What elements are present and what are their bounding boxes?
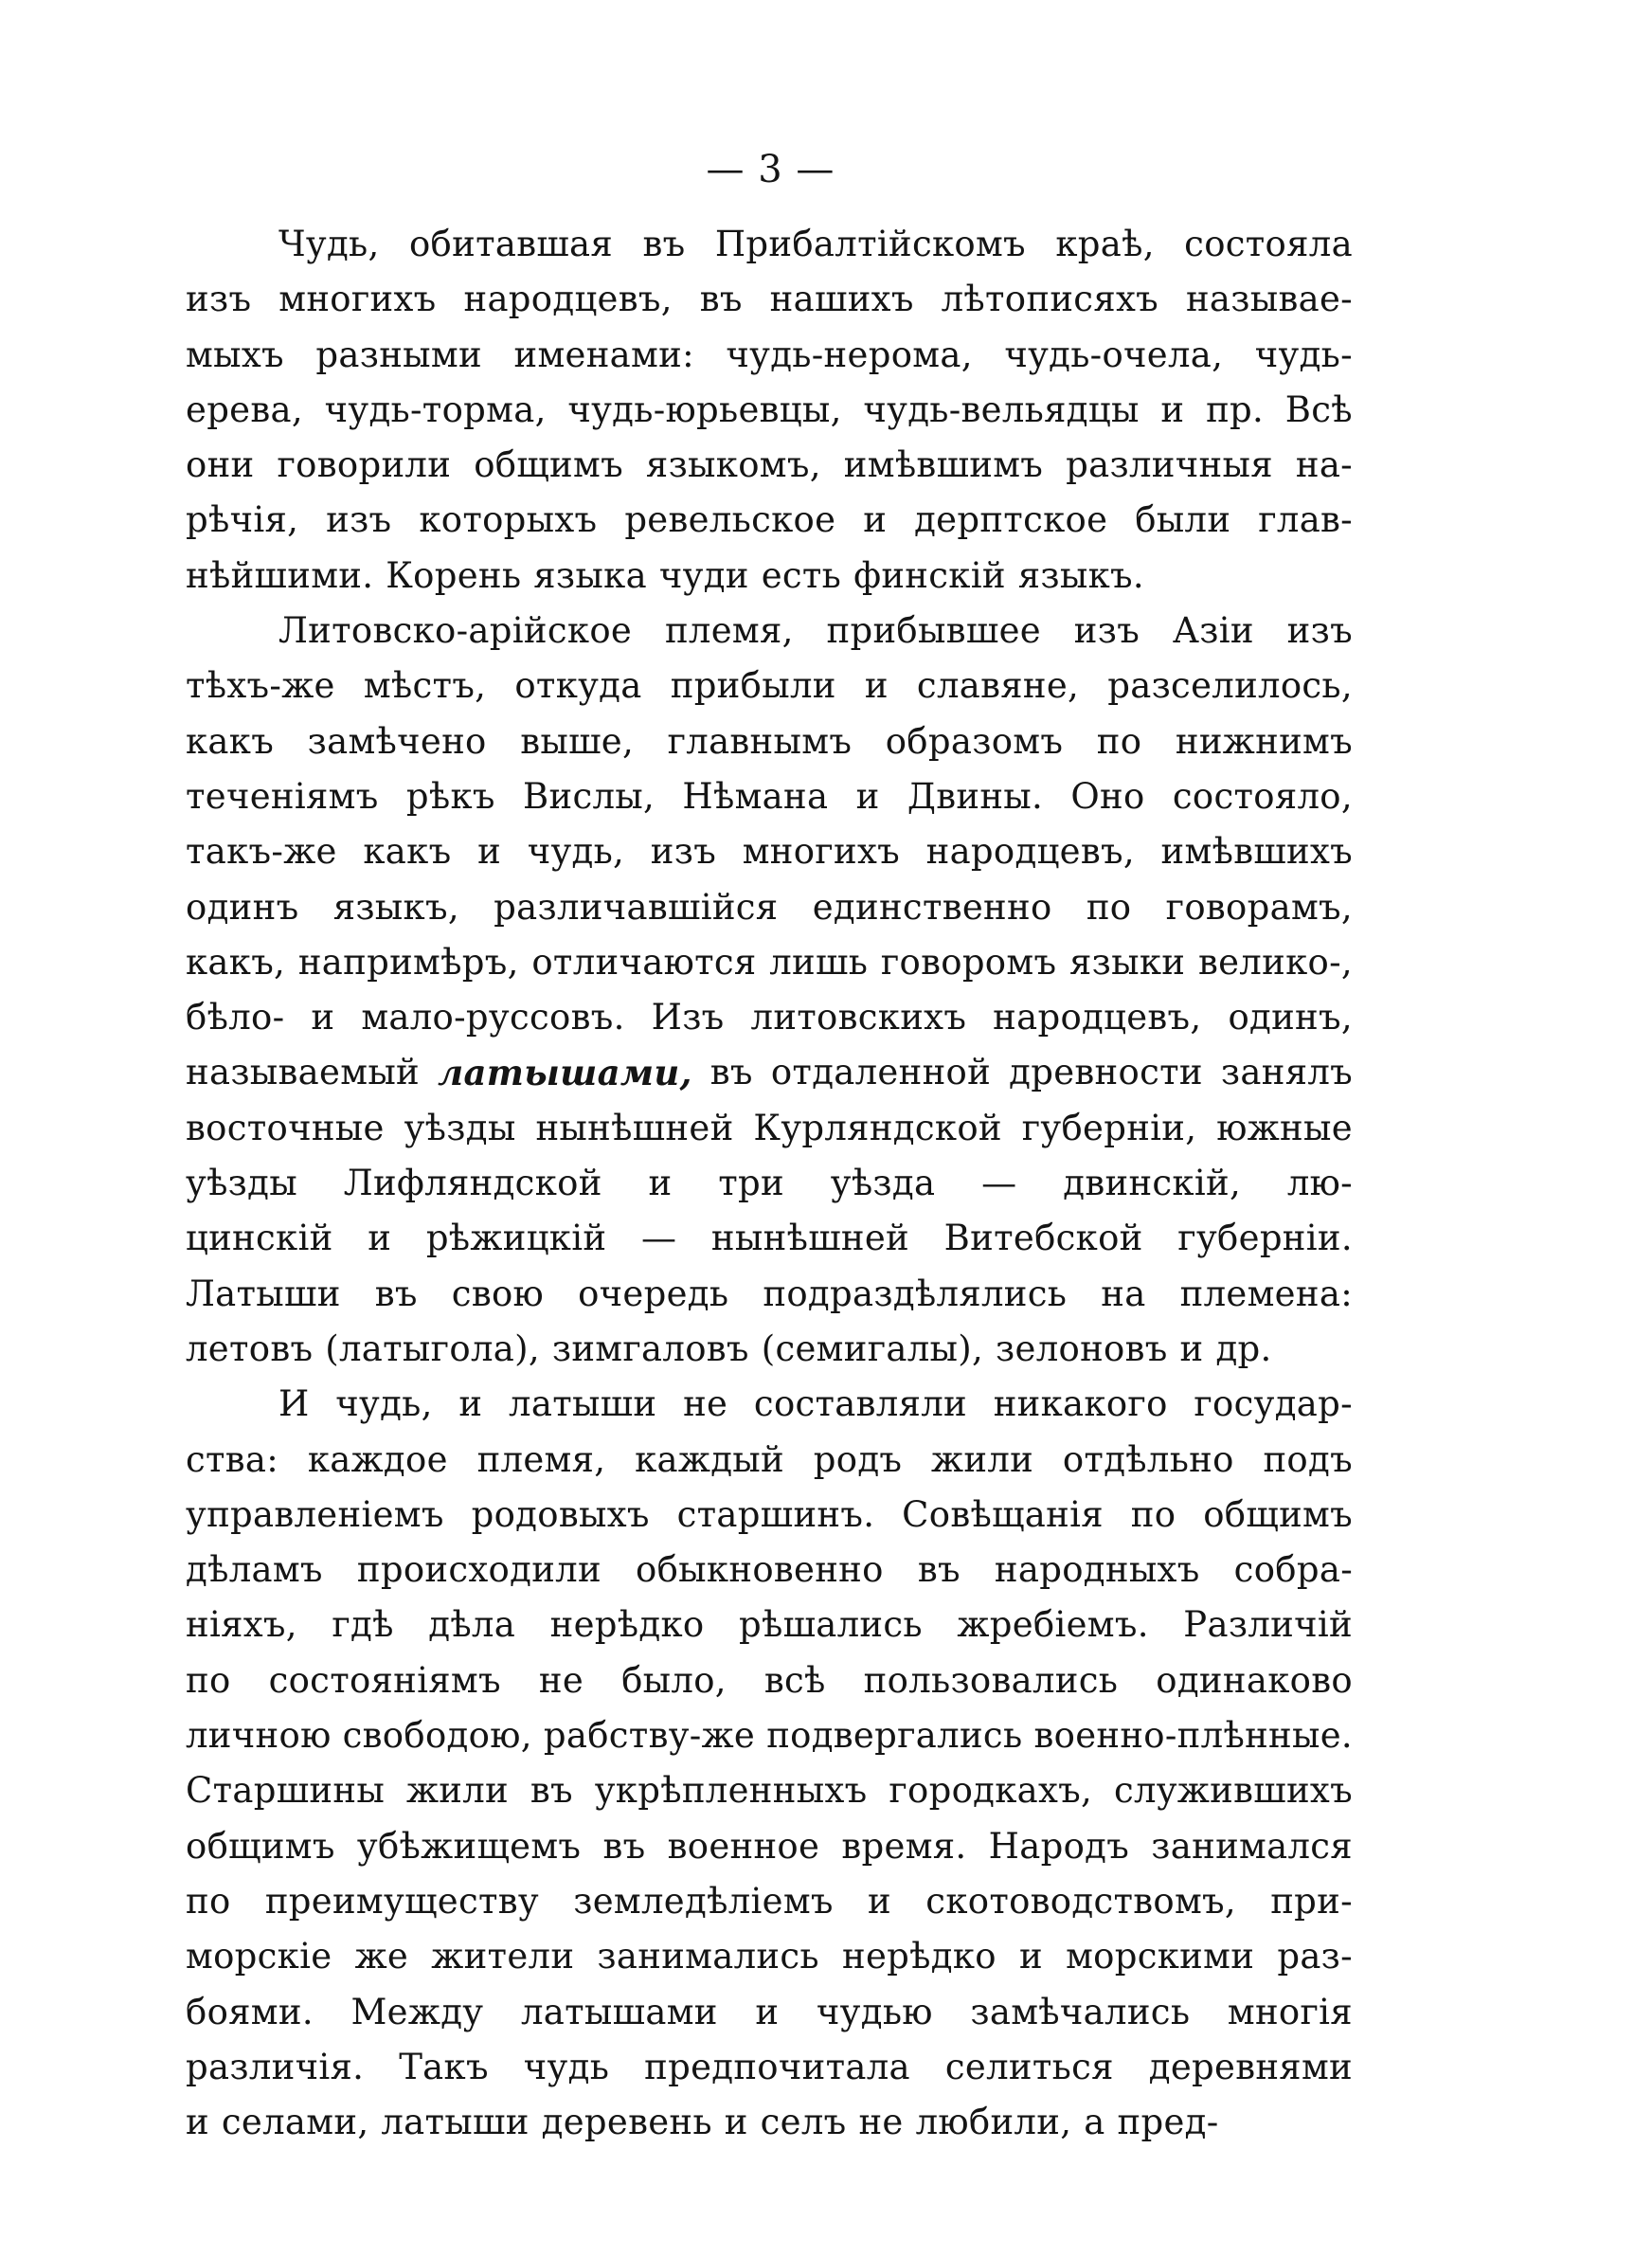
word: старшинъ. xyxy=(676,1493,875,1535)
word: одинаково xyxy=(1156,1659,1353,1701)
word: и xyxy=(458,1383,483,1425)
word: происходили xyxy=(356,1549,602,1591)
text-line xyxy=(186,438,1353,493)
word: отличаются xyxy=(531,941,757,983)
word: три xyxy=(718,1163,784,1204)
word: выше, xyxy=(520,720,635,762)
word: ревельское xyxy=(624,499,836,541)
word: и xyxy=(186,2102,209,2143)
word: родовыхъ xyxy=(471,1493,650,1535)
word: зимгаловъ xyxy=(551,1327,749,1369)
paragraph xyxy=(186,217,1353,604)
word: при- xyxy=(1270,1880,1353,1922)
text-line xyxy=(186,328,1353,383)
word: восточные xyxy=(186,1107,385,1148)
word: нашихъ xyxy=(769,279,914,320)
word: составляли xyxy=(753,1383,968,1425)
word: никакого xyxy=(993,1383,1168,1425)
word: Оно xyxy=(1070,775,1145,817)
word: лѣтописяхъ xyxy=(941,279,1158,320)
text-line xyxy=(186,1653,1353,1708)
word: на xyxy=(1101,1273,1146,1314)
word: многихъ xyxy=(742,831,900,873)
word: Между xyxy=(350,1991,484,2032)
word: племена: xyxy=(1179,1273,1353,1314)
word: военно-плѣнные. xyxy=(1033,1715,1353,1757)
word: многихъ xyxy=(278,279,437,320)
word: какъ xyxy=(363,831,452,873)
word: общимъ xyxy=(1203,1493,1353,1535)
word: и xyxy=(1160,388,1185,430)
word: земледѣліемъ xyxy=(573,1880,834,1922)
word: предпочитала xyxy=(644,2046,910,2087)
word: латыши xyxy=(509,1383,657,1425)
word: по xyxy=(186,1659,231,1701)
text-line xyxy=(186,1101,1353,1156)
text-line xyxy=(186,1267,1353,1322)
word: Азіи xyxy=(1172,610,1254,652)
word: чудью xyxy=(816,1991,933,2032)
word: морскими xyxy=(1066,1936,1255,1977)
word: раз- xyxy=(1277,1936,1353,1977)
word: уѣзда xyxy=(830,1163,936,1204)
word: селиться xyxy=(944,2046,1114,2087)
word: дѣламъ xyxy=(186,1549,323,1591)
word: жители xyxy=(431,1936,575,1977)
word: общимъ xyxy=(186,1825,335,1867)
word: не xyxy=(538,1659,584,1701)
text-line xyxy=(186,1985,1353,2040)
word: изъ xyxy=(650,831,717,873)
text-line xyxy=(186,383,1353,438)
word: рѣкъ xyxy=(405,775,495,817)
word: каждый xyxy=(635,1438,784,1480)
word: есть xyxy=(761,554,842,596)
word: убѣжищемъ xyxy=(356,1825,582,1867)
word: Чудь, xyxy=(278,224,380,264)
word: подраздѣлялись xyxy=(763,1273,1068,1314)
page-number: — 3 — xyxy=(706,148,835,191)
word: цинскій xyxy=(186,1218,333,1259)
word: тѣхъ-же xyxy=(186,665,335,707)
word: обыкновенно xyxy=(636,1549,884,1591)
word: всѣ xyxy=(763,1659,826,1701)
text-line xyxy=(186,1488,1353,1543)
word: и xyxy=(855,775,880,817)
word: (латыгола), xyxy=(325,1327,540,1369)
word: говорамъ, xyxy=(1165,886,1353,928)
text-line xyxy=(186,659,1353,713)
word: и xyxy=(868,1880,892,1922)
text-line xyxy=(186,990,1353,1045)
word: въ xyxy=(917,1549,961,1591)
word: имѣвшихъ xyxy=(1160,831,1353,873)
word: замѣчались xyxy=(970,1991,1191,2032)
text-line xyxy=(186,549,1353,604)
word: разными xyxy=(315,334,482,375)
word: и xyxy=(863,499,888,541)
word: двинскій, xyxy=(1063,1163,1242,1204)
word: чудь, xyxy=(527,831,625,873)
text-line xyxy=(186,824,1353,879)
word: по xyxy=(1086,886,1132,928)
word: въ xyxy=(374,1273,418,1314)
word: дѣла xyxy=(428,1604,516,1646)
word: откуда xyxy=(514,665,642,707)
text-line xyxy=(186,714,1353,769)
word: краѣ, xyxy=(1055,224,1155,264)
word: личною xyxy=(186,1715,332,1757)
word: мѣстъ, xyxy=(363,665,487,707)
word: отдѣльно xyxy=(1062,1438,1234,1480)
word: Различій xyxy=(1183,1604,1353,1646)
word: нѣйшими. xyxy=(186,554,374,596)
word: лю- xyxy=(1286,1163,1353,1204)
word: государ- xyxy=(1194,1383,1353,1425)
word: подъ xyxy=(1263,1438,1353,1480)
word: пр. xyxy=(1206,388,1265,430)
word: имѣвшимъ xyxy=(843,444,1044,486)
word: чудь-торма, xyxy=(324,388,547,430)
word: такъ-же xyxy=(186,831,337,873)
word: различныя xyxy=(1066,444,1273,486)
word: на- xyxy=(1295,444,1353,486)
word: рѣжицкій xyxy=(425,1218,607,1259)
word: состояло, xyxy=(1172,775,1353,817)
word: какъ, xyxy=(186,941,286,983)
word: же xyxy=(354,1936,409,1977)
word: прибывшее xyxy=(826,610,1041,652)
word: И xyxy=(278,1383,310,1425)
word: по xyxy=(1096,720,1142,762)
text-line xyxy=(186,1211,1353,1266)
word: рабству-же xyxy=(543,1715,756,1757)
word: и xyxy=(368,1218,392,1259)
word: отдаленной xyxy=(770,1052,992,1093)
word: лишь xyxy=(769,941,869,983)
word: Вислы, xyxy=(523,775,655,817)
word: Совѣщанія xyxy=(902,1493,1104,1535)
word: — xyxy=(981,1163,1017,1204)
word: которыхъ xyxy=(419,499,598,541)
word: скотоводствомъ, xyxy=(925,1880,1236,1922)
word: морскіе xyxy=(186,1936,332,1977)
text-line xyxy=(186,1819,1353,1874)
word: и xyxy=(864,665,889,707)
word: родъ xyxy=(813,1438,903,1480)
word: и xyxy=(755,1991,780,2032)
text-line xyxy=(186,1377,1353,1432)
word: единственно xyxy=(812,886,1052,928)
word: латыши xyxy=(381,2102,530,2143)
word: подвергались xyxy=(766,1715,1023,1757)
word: мыхъ xyxy=(186,334,284,375)
word: селъ xyxy=(760,2102,847,2143)
word: замѣчено xyxy=(307,720,487,762)
word: уѣзды xyxy=(186,1163,297,1204)
word: и xyxy=(311,997,335,1038)
word: Курляндской xyxy=(753,1107,1002,1148)
word: языка xyxy=(533,554,647,596)
word: нынѣшней xyxy=(535,1107,734,1148)
word: боями. xyxy=(186,1991,314,2032)
word: чудь, xyxy=(335,1383,433,1425)
word: литовскихъ xyxy=(750,997,967,1038)
word: собра- xyxy=(1233,1549,1353,1591)
word: нерѣдко xyxy=(842,1936,997,1977)
word: состояла xyxy=(1184,224,1353,264)
word: — xyxy=(640,1218,677,1259)
word: Нѣмана xyxy=(682,775,829,817)
word: племя, xyxy=(664,610,794,652)
word: народцевъ, xyxy=(463,279,673,320)
text-line xyxy=(186,935,1353,990)
text-line xyxy=(186,880,1353,935)
word: въ xyxy=(642,224,686,264)
word: Латыши xyxy=(186,1273,341,1314)
body-text xyxy=(186,217,1353,2150)
word: служившихъ xyxy=(1113,1770,1353,1812)
word: изъ xyxy=(1286,610,1353,652)
word: они xyxy=(186,444,255,486)
paragraph xyxy=(186,1377,1353,2150)
word: ства: xyxy=(186,1438,279,1480)
word: военное xyxy=(667,1825,820,1867)
text-line xyxy=(186,1543,1353,1598)
word: Литовско-арійское xyxy=(278,610,633,652)
text-line xyxy=(186,1045,1353,1100)
word: Народъ xyxy=(988,1825,1130,1867)
word: финскій xyxy=(853,554,1006,596)
word: Витебской xyxy=(943,1218,1143,1259)
word: были xyxy=(1135,499,1231,541)
word: славяне, xyxy=(916,665,1080,707)
word: изъ xyxy=(186,279,252,320)
word: обитавшая xyxy=(408,224,614,264)
text-line xyxy=(186,1763,1353,1818)
word: главнымъ xyxy=(667,720,853,762)
word: жили xyxy=(931,1438,1034,1480)
word: различавшійся xyxy=(494,886,779,928)
word: жили xyxy=(405,1770,510,1812)
word: рѣшались xyxy=(738,1604,923,1646)
word: Прибалтійскомъ xyxy=(714,224,1026,264)
text-line xyxy=(186,1156,1353,1211)
word: гдѣ xyxy=(332,1604,394,1646)
word: губерніи. xyxy=(1177,1218,1353,1259)
word: губерніи, xyxy=(1021,1107,1197,1148)
word: укрѣпленныхъ xyxy=(594,1770,868,1812)
word: очередь xyxy=(578,1273,729,1314)
word: образомъ xyxy=(885,720,1064,762)
word: глав- xyxy=(1258,499,1353,541)
word: говоромъ xyxy=(880,941,1057,983)
word: время. xyxy=(841,1825,967,1867)
text-line xyxy=(186,1433,1353,1488)
word: одинъ xyxy=(186,886,299,928)
word: народцевъ, xyxy=(925,831,1135,873)
word: нынѣшней xyxy=(710,1218,910,1259)
word: нерѣдко xyxy=(549,1604,705,1646)
word: чудь-нерома, xyxy=(726,334,973,375)
text-line xyxy=(186,493,1353,548)
word: чудь-вельядцы xyxy=(863,388,1140,430)
word: ерева, xyxy=(186,388,303,430)
text-line xyxy=(186,2040,1353,2095)
word: разселилось, xyxy=(1107,665,1353,707)
word: изъ xyxy=(1073,610,1140,652)
word: свою xyxy=(451,1273,545,1314)
word: чуди xyxy=(658,554,749,596)
word: изъ xyxy=(326,499,392,541)
word: селами, xyxy=(221,2102,369,2143)
word: рѣчія, xyxy=(186,499,299,541)
word: занимались xyxy=(597,1936,819,1977)
word: преимуществу xyxy=(264,1880,539,1922)
word: теченіямъ xyxy=(186,775,379,817)
text-line xyxy=(186,604,1353,659)
word: древности xyxy=(1009,1052,1203,1093)
word: Всѣ xyxy=(1284,388,1353,430)
word: именами: xyxy=(513,334,694,375)
word: прибыли xyxy=(670,665,836,707)
word: велико-, xyxy=(1197,941,1353,983)
word: не xyxy=(683,1383,728,1425)
text-line xyxy=(186,1929,1353,1984)
text-line xyxy=(186,1708,1353,1763)
word: Старшины xyxy=(186,1770,386,1812)
word: въ xyxy=(709,1052,753,1093)
word: каждое xyxy=(307,1438,448,1480)
text-line xyxy=(186,1598,1353,1652)
word: и xyxy=(1179,1327,1204,1369)
word: народныхъ xyxy=(994,1549,1200,1591)
word: и xyxy=(477,831,502,873)
word: говорили xyxy=(277,444,452,486)
word: одинъ, xyxy=(1228,997,1353,1038)
word: состояніямъ xyxy=(268,1659,501,1701)
text-line xyxy=(186,1322,1353,1377)
text-line xyxy=(186,2095,1353,2150)
word: пользовались xyxy=(863,1659,1119,1701)
word: бѣло- xyxy=(186,997,285,1038)
word: летовъ xyxy=(186,1327,314,1369)
word: въ xyxy=(699,279,743,320)
word: уѣзды xyxy=(404,1107,516,1148)
word: и xyxy=(1018,1936,1043,1977)
word: а xyxy=(1084,2102,1105,2143)
word: Лифляндской xyxy=(343,1163,602,1204)
word: и xyxy=(648,1163,673,1204)
word: многія xyxy=(1227,1991,1353,2032)
word: нижнимъ xyxy=(1175,720,1353,762)
word: напримѣръ, xyxy=(297,941,519,983)
word: зелоновъ xyxy=(996,1327,1168,1369)
word: жребіемъ. xyxy=(957,1604,1149,1646)
word: мало-руссовъ. xyxy=(361,997,625,1038)
word: дерптское xyxy=(914,499,1108,541)
word: любили, xyxy=(915,2102,1072,2143)
word: по xyxy=(1130,1493,1176,1535)
word: чудь-очела, xyxy=(1004,334,1224,375)
word: Такъ xyxy=(399,2046,489,2087)
word: не xyxy=(858,2102,904,2143)
word: деревень xyxy=(541,2102,712,2143)
paragraph xyxy=(186,604,1353,1377)
word: было, xyxy=(621,1659,727,1701)
text-line xyxy=(186,769,1353,824)
word: племя, xyxy=(476,1438,606,1480)
word: какъ xyxy=(186,720,275,762)
text-line xyxy=(186,217,1353,272)
word: Двины. xyxy=(907,775,1044,817)
word: Корень xyxy=(386,554,522,596)
word: городкахъ, xyxy=(889,1770,1093,1812)
word: въ xyxy=(530,1770,573,1812)
word: называемый xyxy=(186,1052,421,1093)
word: языкъ. xyxy=(1017,554,1144,596)
word: чудь- xyxy=(1254,334,1353,375)
word: и xyxy=(724,2102,748,2143)
word: (семигалы), xyxy=(761,1327,984,1369)
word: по xyxy=(186,1880,231,1922)
word: занимался xyxy=(1151,1825,1353,1867)
word: пред- xyxy=(1117,2102,1219,2143)
word: латышами, xyxy=(438,1052,692,1094)
text-line xyxy=(186,272,1353,327)
text-line xyxy=(186,1874,1353,1929)
word: свободою, xyxy=(342,1715,532,1757)
word: латышами xyxy=(520,1991,718,2032)
word: различія. xyxy=(186,2046,365,2087)
word: управленіемъ xyxy=(186,1493,444,1535)
word: чудь-юрьевцы, xyxy=(567,388,842,430)
word: ніяхъ, xyxy=(186,1604,297,1646)
word: деревнями xyxy=(1148,2046,1353,2087)
word: языки xyxy=(1069,941,1186,983)
word: чудь xyxy=(523,2046,610,2087)
word: языкъ, xyxy=(332,886,459,928)
word: языкомъ, xyxy=(645,444,821,486)
word: занялъ xyxy=(1220,1052,1353,1093)
word: Изъ xyxy=(651,997,725,1038)
word: общимъ xyxy=(474,444,623,486)
word: народцевъ, xyxy=(993,997,1202,1038)
word: называе- xyxy=(1185,279,1353,320)
word: др. xyxy=(1215,1327,1272,1369)
word: южные xyxy=(1216,1107,1353,1148)
word: въ xyxy=(602,1825,646,1867)
